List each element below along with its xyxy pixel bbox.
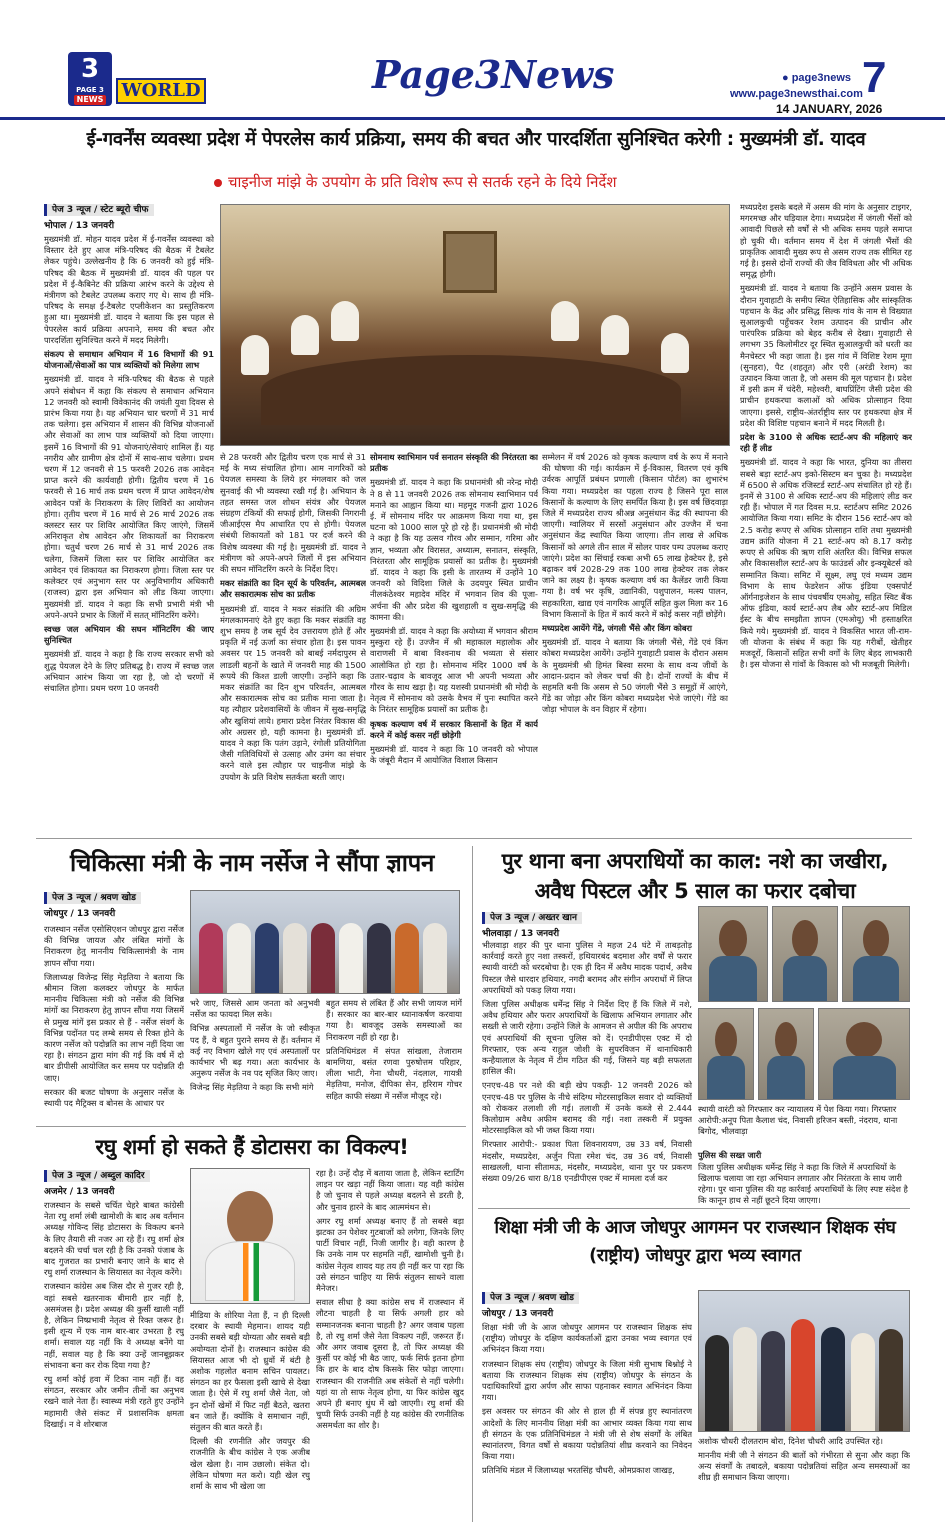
lead-column-2 bbox=[220, 452, 366, 830]
person bbox=[851, 1333, 875, 1431]
minister-column-2 bbox=[698, 1450, 910, 1522]
masthead bbox=[0, 0, 945, 120]
person bbox=[879, 1329, 903, 1431]
lead-subheading: प्रदेश के 3100 से अधिक स्टार्ट-अप की महिलाएं कर रही हैं लीड bbox=[740, 432, 912, 454]
badge-sub: PAGE 3 bbox=[76, 86, 104, 94]
lead-subheading: मकर संक्रांति का दिन सूर्य के परिवर्तन, आत्मबल और सकारात्मक सोच का प्रतीक bbox=[220, 578, 366, 600]
nurses-group-photo bbox=[190, 890, 460, 994]
lead-paragraph: मध्यप्रदेश इसके बदले में असम की मांग के अनुसार टाइगर, मगरमच्छ और घड़ियाल देगा। मध्यप्रदेश में जंगली भैंसों को आवादी पिछले सौ वर्षों से भी अधिक समय पहले समाप्त हो चुकी थी। वर्तमान समय में देश में जंगली भैंसों की प्राकृतिक आवादी मुख्य रूप से असम राज्य तक सीमित रह गई है। इससे दोनों राज्यों की जैव विविधता और भी अधिक समृद्ध होगी। bbox=[740, 202, 912, 280]
lead-paragraph: मुख्यमंत्री डॉ. यादव ने कहा है कि राज्य सरकार सभी को शुद्ध पेयजल देने के लिए प्रतिबद्ध है। राज्य में स्वच्छ जल अभियान आरंभ किया जा रहा है, जो दो चरणों में संचालित होगा। प्रथम चरण 10 जनवरी bbox=[44, 649, 214, 693]
portrait-frame bbox=[443, 231, 497, 293]
nurses-headline: चिकित्सा मंत्री के नाम नर्सेज ने सौंपा ज्ञापन bbox=[69, 849, 435, 877]
person bbox=[283, 923, 307, 993]
raghu-paragraph: मीडिया के शोरिया नेता हैं, न ही दिल्ली दरबार के स्थायी मेहमान। शायद यही उनकी सबसे बड़ी योग्यता और सबसे बड़ी अयोग्यता दोनों है। राजस्थान कांग्रेस की सियासत आज भी दो ध्रुवों में बंटी है अशोक गहलोत बनाम सचिन पायलट। संगठन का हर फैसला इसी खाचे से देखा जाता है। ऐसे में रघु शर्मा जैसे नेता, जो इन दोनों खेमों में फिट नहीं बैठते, खतरा बन जाते हैं। क्योंकि वे समाधान नहीं, संतुलन की बात करते हैं। bbox=[190, 1310, 310, 1433]
raghu-byline-tag: पेज 3 न्यूज / अब्दुल कादिर bbox=[44, 1170, 150, 1182]
person bbox=[821, 1327, 845, 1431]
lead-byline-tag: पेज 3 न्यूज / स्टेट ब्यूरो चीफ bbox=[44, 204, 154, 216]
lead-subheading: संकल्प से समाधान अभियान में 16 विभागों की 91 योजनाओं/सेवाओं का पात्र व्यक्तियों को मिलेगा लाभ bbox=[44, 349, 214, 371]
face bbox=[775, 1022, 797, 1058]
lead-byline bbox=[44, 202, 214, 231]
body bbox=[709, 956, 757, 1001]
raghu-paragraph: अगर रघु शर्मा अध्यक्ष बनाए हैं तो सबसे बड़ा झटका उन पेशेवर गुटबाजों को लगेगा, जिनके लिए पार्टी विचार नहीं, निजी जागीर है। वही कारण है कि उनके नाम पर सहमति नहीं, खामोशी चुनी है। कांग्रेस नेतृत्व शायद यह तय ही नहीं कर पा रहा कि उसे संगठन चाहिए या सिर्फ संतुलन साधने वाला मैनेजर। bbox=[316, 1215, 464, 1294]
lead-subheading: मध्यप्रदेश आयेंगे गेंडे, जंगली भैंसे और किंग कोबरा bbox=[542, 623, 693, 634]
section-divider bbox=[36, 1126, 466, 1127]
accused-photo bbox=[758, 1008, 814, 1100]
police-headline: पुर थाना बना अपराधियों का काल: नशे का जखीरा, अवैध पिस्टल और 5 साल का फरार दबोचा bbox=[501, 849, 889, 903]
nurses-paragraph: प्रतिनिधिमंडल में संपत सांखला, तेजाराम बामणिया, बसंत रणवा पुरुषोत्तम परिहार, लीला भाटी, गेना चौधरी, नंदलाल, गायत्री मेड़तिया, मनोज, दीपिका सेन, हरिराम गोचर सहित काफी संख्या में नर्सेज मौजूद रहे। bbox=[326, 1045, 462, 1101]
minister-paragraph: प्रतिनिधि मंडल में जिलाध्यक्ष भरतसिंह चौधरी, ओमप्रकाश जाखड़, bbox=[482, 1465, 675, 1476]
lead-subheading: स्वच्छ जल अभियान की सघन मॉनिटरिंग की जाए सुनिश्चित bbox=[44, 623, 214, 646]
lead-subhead bbox=[214, 172, 774, 192]
police-paragraph: जिला पुलिस अधीक्षक धर्मेन्द्र सिंह ने निर्देश दिए हैं कि जिले में नशे, अवैध हथियार और फरार अपराधियों के खिलाफ अभियान लगातार और सख्ती से जारी रहेगा। उन्होंने जिले के आमजन से अपील की कि अपराध एवं अपराधियों की सूचना पुलिस को दें। एनडीपीएस एक्ट में दो गिरफ्तार, एक अन्य राहुल जोशी के सुपरविजन में थानाधिकारी कन्हैयालाल के नेतृत्व में टीम गठित की गई, जिसने यह बड़ी सफलता हासिल की। bbox=[482, 999, 692, 1077]
lead-column-5 bbox=[740, 202, 912, 830]
lead-byline-place: भोपाल / 13 जनवरी bbox=[44, 221, 115, 231]
nurses-paragraph: भरे जाए, जिससे आम जनता को अनुभवी नर्सेज का फायदा मिल सके। bbox=[190, 998, 320, 1020]
brand-logo bbox=[68, 52, 112, 106]
face bbox=[719, 920, 746, 958]
lead-subhead-text: चाइनीज मांझे के उपयोग के प्रति विशेष रूप से सतर्क रहने के दिये निर्देश bbox=[228, 173, 617, 191]
nurses-paragraph: बहुत समय से लंबित हैं और सभी जायज मांगें हैं। सरकार का बार-बार ध्यानाकर्षण करवाया गया है। बावजूद उसके समस्याओं का निराकरण नहीं हो रहा है। bbox=[326, 998, 462, 1042]
accused-photo bbox=[772, 906, 838, 1002]
body bbox=[707, 1056, 745, 1099]
nurses-paragraph: सरकार की बजट घोषणा के अनुसार नर्सेज के स्थायी पद मैट्रिक्स व बोनस के आधार पर bbox=[44, 1086, 184, 1109]
person bbox=[395, 923, 419, 993]
lead-column-1 bbox=[44, 234, 214, 830]
face bbox=[846, 1022, 882, 1058]
section-divider bbox=[472, 846, 473, 1522]
lead-paragraph: मुख्यमंत्री डॉ. यादव ने कहा कि भारत, दुनिया का तीसरा सबसे बड़ा स्टार्ट-अप इको-सिस्टम बन चुका है। मध्यप्रदेश में 6500 से अधिक रजिस्टर्ड स्टार्ट-अप संचालित हो रहे हैं। इनमें से 3100 से अधिक स्टार्ट-अप की महिलाएं लीड कर रही हैं। भोपाल में गत दिवस म.प्र. स्टार्टअप समिट 2026 आयोजित किया गया। समिट के दौरान 156 स्टार्ट-अप को 2.5 करोड़ रूपए से अधिक प्रोत्साहन राशि तथा मुख्यमंत्री उद्यम क्रांति योजना में 21 स्टार्ट-अप को 8.17 करोड़ रूपए से अधिक की ऋण राशि अंतरित की। विभिन्न सफल और विकासशील स्टार्ट-अप के फाउंडर्स और इन्क्यूबेटर्स को सम्मानित किया। समिट में सूक्ष्म, लघु एवं मध्यम उद्यम विभाग के साथ फेडरेशन ऑफ इंडिया एक्सपोर्ट ऑर्गनाइजेशन के साथ पंचवर्षीय एमओयू, सहित स्विट बैंक ऑफ इंडिया, कार्य स्टार्ट-अप लैब और स्टार्ट-अप मिडिल ईस्ट के बीच समझौता ज्ञापन (एमओयू) भी हस्ताक्षरित किये गये। मुख्यमंत्री डॉ. यादव ने विकसित भारत जी-राम-जी योजना के संबंध में कहा कि यह गरीबों, खेतीहर मजदूरों, किसानों सहित सभी वर्गों के लिए बेहद लाभकारी है। इस योजना से गांवों के विकास को भी मजबूती मिलेगी। bbox=[740, 457, 912, 670]
person bbox=[423, 923, 447, 993]
police-column-1 bbox=[482, 940, 692, 1200]
minister-paragraph: माननीय मंत्री जी ने संगठन की बातों को गंभीरता से सुना और कहा कि अन्य संवर्गों के तबादले, बकाया पदोन्नतियां सहित अन्य समस्याओं का शीघ्र ही समाधान किया जाएगा। bbox=[698, 1450, 910, 1483]
minister-byline-tag: पेज 3 न्यूज / श्रवण खोड bbox=[482, 1292, 579, 1304]
lead-column-3 bbox=[370, 452, 538, 830]
person bbox=[291, 315, 319, 355]
nurses-paragraph: विभिन्न अस्पतालों में नर्सेज के जो स्वीकृत पद हैं, वे बहुत पुराने समय से हैं। वर्तमान में कई नए विभाग खोले गए एवं अस्पतालों पर कार्यभार भी बढ़ गया। अतः कार्यभार के अनुरूप नर्सेज के नव पद सृजित किए जाए। bbox=[190, 1023, 320, 1079]
minister-paragraph: इस अवसर पर संगठन की ओर से हाल ही में संपन्न हुए स्थानांतरण आदेशों के लिए माननीय शिक्षा मंत्री का आभार व्यक्त किया गया साथ ही संगठन के एक प्रतिनिधिमंडल ने मंत्री जी से शेष संवर्गों के लंबित स्थानांतरण, विगत वर्षों से बकाया पदोन्नतियां शीघ्र करवाने का निवेदन किया गया। bbox=[482, 1406, 692, 1462]
police-caption: स्थायी वारंटी को गिरफ्तार कर न्यायालय में पेश किया गया। गिरफ्तार आरोपी:अनूप पिता कैलाश चंद, निवासी हरिजन बस्ती, नंदराय, थाना बिगोद, भीलवाड़ा bbox=[698, 1104, 898, 1136]
police-paragraph: गिरफ्तार आरोपी:- प्रकाश पिता शिवनारायण, उम्र 33 वर्ष, निवासी मंदसौर, मध्यप्रदेश, अर्जुन पिता रमेश चंद, उम्र 36 वर्ष, निवासी साखलली, थाना सीतामऊ, मंदसौर, मध्यप्रदेश, थाना पुर पर प्रकरण संख्या 09/26 धारा 8/18 एनडीपीएस एक्ट में मामला दर्ज कर bbox=[482, 1139, 692, 1184]
nurses-column-3 bbox=[326, 998, 462, 1120]
nurses-paragraph: जिलाध्यक्ष विजेन्द्र सिंह मेड़तिया ने बताया कि श्रीमान जिला कलक्टर जोधपुर के मार्फत माननीय चिकित्सा मंत्री को नर्सेज की विभिन्न मांगों का निराकरण हेतु ज्ञापन सौंपा गया जिसमें से प्रमुख मांगें इस प्रकार से हैं - नर्सेज संवर्ग के विभिन्न पदोंनत पद लम्बे समय से रिक्त होने के कारण नर्सेज को पदोन्नति का लाभ नहीं दिया जा रहा है। संगठन द्वारा मांग की गई कि वर्ष में दो बार डीपीसी आयोजित कर समय पर पदोन्नति दी जाए। bbox=[44, 971, 184, 1083]
raghu-paragraph: राजस्थान के सबसे चर्चित चेहरे बाबत कांग्रेसी नेता रघु शर्मा लंबी खामोशी के बाद अब वर्तमान अध्यक्ष गोविन्द सिंह डोटासरा के विकल्प बनने के लिए तैयारी सी नजर आ रहे हैं। रघु शर्मा क्षेत्र बदलने की चर्चा चल रही है कि उनको पंजाब के बाद गुजरात का प्रभारी बनाए जाने के बाद से रघु शर्मा राजस्थान के सियासत का नेतृत्व करेंगे। bbox=[44, 1200, 184, 1278]
nurses-byline-tag: पेज 3 न्यूज / श्रवण खोड bbox=[44, 892, 141, 904]
person bbox=[331, 301, 359, 341]
lead-paragraph: मुख्यमंत्री डॉ. यादव ने बताया कि जंगली भैंसे, गेंडे एवं किंग कोबरा मध्यप्रदेश आयेंगे। उन्होंने गुवाहाटी प्रवास के दौरान असम के मुख्यमंत्री श्री हिमंत बिस्वा सरमा के साथ वन्य जीवों के आदान-प्रदान को लेकर चर्चा की है। दोनों राज्यों के बीच में सहमति बनी कि असम से 50 जंगली भैंसे 3 समूहों में आएंगे, गेंडे का जोड़ा और किंग कोबरा मध्यप्रदेश भेजे जाएंगे। गेंडे का जोड़ा भोपाल के वन विहार में रहेगा। bbox=[542, 637, 728, 715]
nurses-paragraph: राजस्थान नर्सेज एसोसिएशन जोधपुर द्वारा नर्सेज की विभिन्न जायज और लंबित मांगों के निराकरण हेतु माननीय चिकित्सामंत्री के नाम ज्ञापन सौंपा गया। bbox=[44, 924, 184, 968]
lead-paragraph: मुख्यमंत्री डॉ. यादव ने कहा कि अयोध्या में भगवान श्रीराम मुस्कुरा रहे हैं। उज्जैन में श्री महाकाल महालोक और वाराणसी में बाबा विश्वनाथ की भव्यता से संसार आलोकित हो रहा है। सोमनाथ मंदिर 1000 वर्ष के उतार-चढ़ाव के बावजूद आज भी अपनी भव्यता और गौरव के साथ खड़ा है। यह यशस्वी प्रधानमंत्री श्री मोदी के नेतृत्व में सोमनाथ को उसके वैभव में पुनः स्थापित करने के निरंतर सामूहिक प्रयासों का प्रतीक है। bbox=[370, 626, 538, 715]
issue-date: 14 JANUARY, 2026 bbox=[776, 102, 883, 116]
raghu-paragraph: दिल्ली की रणनीति और जयपुर की राजनीति के बीच कांग्रेस ने एक अजीब खेल खेला है। नाम उछालो। संकेत दो। लेकिन घोषणा मत करो। यही खेल रघु शर्मा के साथ भी खेला जा bbox=[190, 1436, 310, 1492]
person bbox=[241, 335, 269, 375]
lead-subheading: कृषक कल्याण वर्ष में सरकार किसानों के हित में कार्य करने में कोई कसर नहीं छोड़ेगी bbox=[370, 718, 538, 740]
raghu-byline-place: अजमेर / 13 जनवरी bbox=[44, 1187, 115, 1197]
person bbox=[791, 1319, 815, 1431]
body bbox=[853, 956, 899, 1001]
lead-paragraph: मुख्यमंत्री डॉ. यादव ने मंत्रि-परिषद की बैठक से पहले अपने संबोधन में कहा कि संकल्प से समाधान अभियान 12 जनवरी को स्वामी विवेकानंद की जयंती युवा दिवस से प्रारंभ किया गया है। यह अभियान चार चरणों में 31 मार्च तक चलेगा। इस अभियान में शासन की विभिन्न योजनाओं और सेवाओं का लाभ पात्र व्यक्तियों को दिया जाएगा। इसमें 16 विभागों की 91 योजनाएं/सेवाएं शामिल हैं। यह नगरीय और ग्रामीण क्षेत्र दोनों में साथ-साथ चलेगा। प्रथम चरण में 12 जनवरी से 15 फरवरी 2026 तक आवेदन प्राप्त करने की कार्यवाही होगी। द्वितीय चरण में 16 फरवरी से 16 मार्च तक प्रथम चरण में प्राप्त आवेदन/शेष आवेदन पत्रों के निराकरण के लिए शिविरों का आयोजन होगा। तृतीय चरण में 16 मार्च से 26 मार्च 2026 तक क्लस्टर स्तर पर शिविर आयोजित किए जाएंगे, जिसमें अनिराकृत शेष आवेदन और शिकायतों का निराकरण होगा। चतुर्थ चरण 26 मार्च से 31 मार्च 2026 तक चलेगा, जिसमें जिला स्तर पर शिविर आयोजित कर आवेदन एवं शिकायत का निराकरण होगा। जिला स्तर पर कलेक्टर एवं अनुभाग स्तर पर अनुविभागीय अधिकारी (राजस्व) द्वारा इस अभियान को लीड किया जाएगा। मुख्यमंत्री डॉ. यादव ने कहा कि सभी प्रभारी मंत्री भी अपने-अपने प्रभार के जिलों में सतत् मॉनिटरिंग करेंगे। bbox=[44, 374, 214, 620]
nurses-byline bbox=[44, 890, 184, 919]
person bbox=[199, 923, 223, 993]
bullet-icon bbox=[214, 179, 222, 187]
person bbox=[227, 923, 251, 993]
lead-paragraph: से 28 फरवरी और द्वितीय चरण एक मार्च से 31 मई के मध्य संचालित होगा। आम नागरिकों को पेयजल समस्या के लिये हर मंगलवार को जल सुनवाई की भी व्यवस्था रखी गई है। अभियान के तहत समस्त जल शोधन संयंत्र और पेयजल संग्रहण टंकियों की सफाई होगी, जिसकी निगरानी जीआईएस मैप आधारित एप से होगी। पेयजल संबंधी शिकायतों को 181 पर दर्ज करने की विशेष व्यवस्था की गई है। मुख्यमंत्री डॉ. यादव ने मंत्रीगण को अपने-अपने जिलों में इस अभियान की सघन मॉनिटरिंग करने के निर्देश दिए। bbox=[220, 452, 366, 575]
minister-byline-place: जोधपुर / 13 जनवरी bbox=[482, 1309, 554, 1319]
police-byline-tag: पेज 3 न्यूज / अख्तर खान bbox=[482, 912, 582, 924]
raghu-paragraph: रघु शर्मा कोई हवा में टिका नाम नहीं हैं। वह संगठन, सरकार और जमीन तीनों का अनुभव रखने वाले नेता हैं। स्वास्थ्य मंत्री रहते हुए उन्होंने महामारी जैसे संकट में प्रशासनिक क्षमता दिखाई। न वे शोरबाज bbox=[44, 1374, 184, 1429]
nurses-byline-place: जोधपुर / 13 जनवरी bbox=[44, 909, 116, 919]
raghu-paragraph: राजस्थान कांग्रेस अब जिस दौर से गुजर रही है, वहां सबसे खतरनाक बीमारी हार नहीं है, असमंजस है। प्रदेश अध्यक्ष की कुर्सी खाली नहीं है, लेकिन निष्प्रभावी नेतृत्व से रिक्त जरूर है। इसी शून्य में एक नाम बार-बार उभरता है रघु शर्मा। सवाल यह नहीं कि वे अध्यक्ष बनेंगे या नहीं, सवाल यह है कि क्या उन्हें जानबूझकर संभावना बना कर रोक दिया गया है? bbox=[44, 1281, 184, 1370]
minister-byline bbox=[482, 1290, 692, 1319]
badge-news: NEWS bbox=[74, 95, 106, 105]
nurses-column-1 bbox=[44, 924, 184, 1120]
section-divider bbox=[36, 838, 912, 839]
face bbox=[792, 920, 818, 958]
raghu-portrait-photo bbox=[190, 1168, 310, 1304]
paper-name: Page3News bbox=[372, 52, 615, 97]
badge-number: 3 bbox=[80, 54, 100, 84]
person bbox=[255, 923, 279, 993]
person bbox=[367, 923, 391, 993]
section-label: WORLD bbox=[116, 78, 206, 104]
nurses-paragraph: विजेन्द्र सिंह मेड़तिया ने कहा कि सभी मांगे bbox=[190, 1082, 314, 1093]
police-paragraph: भीलवाड़ा शहर की पुर थाना पुलिस ने महज 24 घंटे में ताबड़तोड़ कार्रवाई करते हुए नशा तस्करों, हथियारबंद बदमाश और वर्षों से फरार स्थायी वारंटी को धरदबोचा है। एक ही दिन में अवैध मादक पदार्थ, अवैध पिस्टल जैसे धारदार हथियार, नगदी बरामद और संगीन अपराधों में लिप्त अपराधियों को पकड़ लिया गया। bbox=[482, 940, 692, 995]
lead-column-4 bbox=[542, 208, 728, 830]
person bbox=[339, 923, 363, 993]
social-handle: ● page3news bbox=[782, 72, 852, 84]
section-divider bbox=[478, 1208, 910, 1209]
body bbox=[767, 1056, 805, 1099]
body bbox=[783, 956, 828, 1001]
raghu-column-3 bbox=[316, 1168, 464, 1522]
nurses-column-2 bbox=[190, 998, 320, 1120]
accused-photo bbox=[698, 906, 768, 1002]
accused-photo bbox=[842, 906, 910, 1002]
minister-column-1 bbox=[482, 1322, 692, 1522]
party-stole bbox=[243, 1243, 259, 1301]
police-warning-head: पुलिस की सख्त जारी bbox=[698, 1150, 762, 1160]
accused-photo bbox=[698, 1008, 754, 1100]
face bbox=[227, 1191, 273, 1247]
raghu-byline bbox=[44, 1168, 184, 1197]
person bbox=[705, 1335, 729, 1431]
police-byline bbox=[482, 910, 692, 939]
lead-subheading: सोमनाथ स्वाभिमान पर्व सनातन संस्कृति की निरंतरता का प्रतीक bbox=[370, 452, 538, 474]
minister-paragraph: राजस्थान शिक्षक संघ (राष्ट्रीय) जोधपुर के जिला मंत्री सुभाष बिश्नोई ने बताया कि राजस्थान शिक्षक संघ (राष्ट्रीय) जोधपुर के संगठन के पदाधिकारियों द्वारा अर्पण और साफा पहनाकर स्वागत अभिनंदन किया गया। bbox=[482, 1358, 692, 1403]
person bbox=[761, 1331, 785, 1431]
face bbox=[863, 920, 889, 958]
site-url[interactable]: www.page3newsthai.com bbox=[730, 88, 863, 100]
minister-paragraph: शिक्षा मंत्री जी के आज जोधपुर आगमन पर राजस्थान शिक्षक संघ (राष्ट्रीय) जोधपुर के दक्षिण कार्यकर्ताओं द्वारा उनका भव्य स्वागत एवं अभिनंदन किया गया। bbox=[482, 1322, 692, 1355]
lead-paragraph: मुख्यमंत्री डॉ. यादव ने कहा कि प्रधानमंत्री श्री नरेन्द्र मोदी ने 8 से 11 जनवरी 2026 तक सोमनाथ स्वाभिमान पर्व मनाने का आह्वान किया था। महमूद गजनी द्वारा 1026 ई. में सोमनाथ मंदिर पर आक्रमण किया गया था, इस घटना को 1000 साल पूरे हो रहे हैं। प्रधानमंत्री श्री मोदी ने कहा है कि यह उत्सव गौरव और सम्मान, गरिमा और ज्ञान, भव्यता और विरासत, अध्यात्म, सनातन, संस्कृति, निरंतरता और सामूहिक प्रयासों का प्रतीक है। मुख्यमंत्री डॉ. यादव ने कहा कि इसी के तारतम्य में उन्होंने 10 जनवरी को विदिशा जिले के उदयपुर स्थित प्राचीन नीलकंठेश्वर महादेव मंदिर में भगवान शिव की पूजा-अर्चना की और प्रदेश की खुशहाली व सुख-समृद्धि की कामना की। bbox=[370, 477, 538, 622]
lead-paragraph: सम्मेलन में वर्ष 2026 को कृषक कल्याण वर्ष के रूप में मनाने की घोषणा की गई। कार्यक्रम में ई-विकास, वितरण एवं कृषि उर्वरक आपूर्ति प्रबंधन प्रणाली (किसान पोर्टल) का शुभारंभ किया गया। मध्यप्रदेश का पहला राज्य है जिसने पूरा साल किसानों के कल्याण के लिए समर्पित किया है। इस वर्ष छिंदवाड़ा जिले में मध्यप्रदेश राज्य श्रीअन्न अनुसंधान केंद्र की स्थापना की जाएगी। ग्वालियर में सरसों अनुसंधान और उज्जैन में चना अनुसंधान केंद्र स्थापित किया जाएगा। तीन लाख से अधिक किसानों को अगले तीन साल में सोलर पावर पम्प उपलब्ध कराए जाएंगे। प्रदेश का सिंचाई रकबा अभी 65 लाख हेक्टेयर है, इसे बढ़ाकर वर्ष 2028-29 तक 100 लाख हेक्टेयर तक लेकर जाने का लक्ष्य है। कृषक कल्याण वर्ष का कैलेंडर जारी किया गया है। वर्ष भर कृषि, उद्यानिकी, पशुपालन, मत्स्य पालन, सहकारिता, खाद्य एवं नागरिक आपूर्ति सहित कुल मिला कर 16 विभाग किसानों के हित में कार्य करने में कोई कसर नहीं छोड़ेंगे। bbox=[542, 452, 728, 619]
face bbox=[715, 1022, 737, 1058]
raghu-paragraph: सवाल सीधा है क्या कांग्रेस सच में राजस्थान में लौटना चाहती है या सिर्फ अगली हार को सम्मानजनक बनाना चाहती है? अगर जवाब पहला है, तो रघु शर्मा जैसे नेता विकल्प नहीं, जरूरत हैं। और अगर जवाब दूसरा है, तो फिर अध्यक्ष की कुर्सी पर कोई भी बैठ जाए, फर्क सिर्फ इतना होगा कि हार के बाद दोष किसके सिर फोड़ा जाएगा। राजस्थान की राजनीति अब संकेतों से नहीं चलेगी। यहां या तो साफ नेतृत्व होगा, या फिर कांग्रेस खुद अपने ही बनाए धुंध में खो जाएगी। रघु शर्मा की चुप्पी सिर्फ उनकी नहीं है यह कांग्रेस की रणनीतिक असमर्थता का शोर है। bbox=[316, 1297, 464, 1431]
person bbox=[733, 1327, 757, 1431]
raghu-column-2 bbox=[190, 1310, 310, 1522]
police-warning: जिला पुलिस अधीक्षक धर्मेन्द्र सिंह ने कहा कि जिले में अपराधियों के खिलाफ चलाया जा रहा अभियान लगातार और निरंतरता के साथ जारी रहेगा। पुर थाना पुलिस की यह कार्रवाई अपराधियों के लिए स्पष्ट संदेश है कि कानून हाथ से नहीं छूटने दिया जाएगा। bbox=[698, 1162, 908, 1205]
lead-paragraph: मुख्यमंत्री डॉ. यादव ने मकर संक्रांति की अग्रिम मंगलकामनाएं देते हुए कहा कि मकर संक्रांति वह शुभ समय है जब सूर्य देव उत्तरायण होते हैं और प्रकृति में नई ऊर्जा का संचार होता है। इस पावन अवसर पर 15 जनवरी को बाबई नर्मदापुरम से लाडली बहनों के खाते में जनवरी माह की 1500 रूपये की किश्त डाली जाएगी। उन्होंने कहा कि मकर संक्रांति का दिन शुभ परिवर्तन, आत्मबल और सकारात्मक सोच का प्रतीक माना जाता है। यह त्यौहार प्रदेशवासियों के जीवन में सुख-समृद्धि और खुशियां लाये। हमारा प्रदेश निरंतर विकास की ओर अग्रसर हो, यही कामना है। मुख्यमंत्री डॉ. यादव ने कहा कि पतंग उड़ाने, रंगोली प्रतियोगिता जैसी गतिविधियों से उत्साह और उमंग का संचार करने वाले इस त्यौहार पर चाइनीज मांझे के उपयोग के प्रति विशेष सतर्कता बरती जाए। bbox=[220, 603, 366, 782]
raghu-column-1 bbox=[44, 1200, 184, 1522]
lead-paragraph: मुख्यमंत्री डॉ. मोहन यादव प्रदेश में ई-गवर्नेंस व्यवस्था को विस्तार देते हुए आज मंत्रि-परिषद की बैठक में टैबलेट लेकर पहुंचे। उल्लेखनीय है कि 6 जनवरी को हुई मंत्रि-परिषद की बैठक में मुख्यमंत्री डॉ. यादव की पहल पर प्रदेश में ई-कैबिनेट की प्रक्रिया आरंभ करने के उद्देश्य से मंत्रीगण को टैबलेट उपलब्ध कराए गए थे। साथ ही मंत्रि-परिषद के समक्ष ई-टैबलेट एप्लीकेशन का प्रस्तुतिकरण हुआ था। मुख्यमंत्री डॉ. यादव ने बताया कि इस पहल से पेपरलेस कार्य प्रक्रिया अपनाने, समय की बचत और पारदर्शिता सुनिश्चित करने में मदद मिलेगी। bbox=[44, 234, 214, 345]
raghu-headline: रघु शर्मा हो सकते हैं डोटासरा का विकल्प! bbox=[95, 1135, 409, 1159]
minister-welcome-photo bbox=[698, 1290, 910, 1432]
lead-paragraph: मुख्यमंत्री डॉ. यादव ने बताया कि उन्होंने असम प्रवास के दौरान गुवाहाटी के समीप स्थित ऐतिहासिक और सांस्कृतिक पहचान के केंद्र और प्रसिद्ध सिल्क गांव के नाम से विख्यात सुआलकुची पहुँचकर रेशम उत्पादन की प्राचीन और पारंपरिक प्रक्रिया को बेहद करीब से देखा। गुवाहाटी से लगभग 35 किलोमीटर दूर स्थित सुआलकुची को धरती का मैनचेस्टर भी कहा जाता है। इस गांव में विशिष्ट रेशम मूगा (सुनहरा), पैट (शहतूत) और एरी (अरंडी रेशम) का उत्पादन किया जाता है, जो असम की मूल पहचान है। प्रदेश में इसी क्रम में चंदेरी, महेश्वरी, बाघप्रिंटिंग जैसी प्रदेश की प्राचीन हथकरघा कलाओं को अधिक प्रोत्साहन दिया जाएगा। इससे, राष्ट्रीय-अंतर्राष्ट्रीय स्तर पर हथकरघा क्षेत्र में प्रदेश की विशिष्ट पहचान बनाने में मदद मिलती है। bbox=[740, 283, 912, 428]
raghu-paragraph: रहा है। उन्हें दौड़ में बताया जाता है, लेकिन स्टार्टिंग लाइन पर खड़ा नहीं किया जाता। यह वही कांग्रेस है जो चुनाव से पहले अध्यक्ष बदलने से डरती है, और चुनाव हारने के बाद आत्ममंथन से। bbox=[316, 1168, 464, 1212]
lead-headline: ई-गवर्नेंस व्यवस्था प्रदेश में पेपरलेस कार्य प्रक्रिया, समय की बचत और पारदर्शिता सुनिश्चित करेगी : मुख्यमंत्री डॉ. यादव bbox=[86, 129, 866, 150]
minister-caption: अशोक चौधरी दौलतराम बोरा, दिनेश चौधरी आदि उपस्थित रहे। bbox=[698, 1436, 884, 1446]
accused-photo bbox=[818, 1008, 910, 1100]
person bbox=[311, 923, 335, 993]
body bbox=[833, 1056, 896, 1099]
minister-headline: शिक्षा मंत्री जी के आज जोधपुर आगमन पर राजस्थान शिक्षक संघ (राष्ट्रीय) जोधपुर द्वारा भव्य स्वागत bbox=[494, 1218, 896, 1266]
police-byline-place: भीलवाड़ा / 13 जनवरी bbox=[482, 929, 560, 939]
police-paragraph: एनएच-48 पर नशे की बड़ी खेप पकड़ी- 12 जनवरी 2026 को एनएच-48 पर पुलिस के नीचे संदिग्ध मोटरसाइकिल सवार दो व्यक्तियों को रोककर तलाशी ली गई। तलाशी में उनके कब्जे से 2.444 किलोग्राम अवैध अफीम बरामद की गई। नशा तस्करी में प्रयुक्त मोटरसाइकिल को भी जब्त किया गया। bbox=[482, 1080, 692, 1136]
lead-paragraph: मुख्यमंत्री डॉ. यादव ने कहा कि 10 जनवरी को भोपाल के जंबूरी मैदान में आयोजित विशाल किसान bbox=[370, 744, 538, 766]
page-number: 7 bbox=[862, 53, 887, 102]
